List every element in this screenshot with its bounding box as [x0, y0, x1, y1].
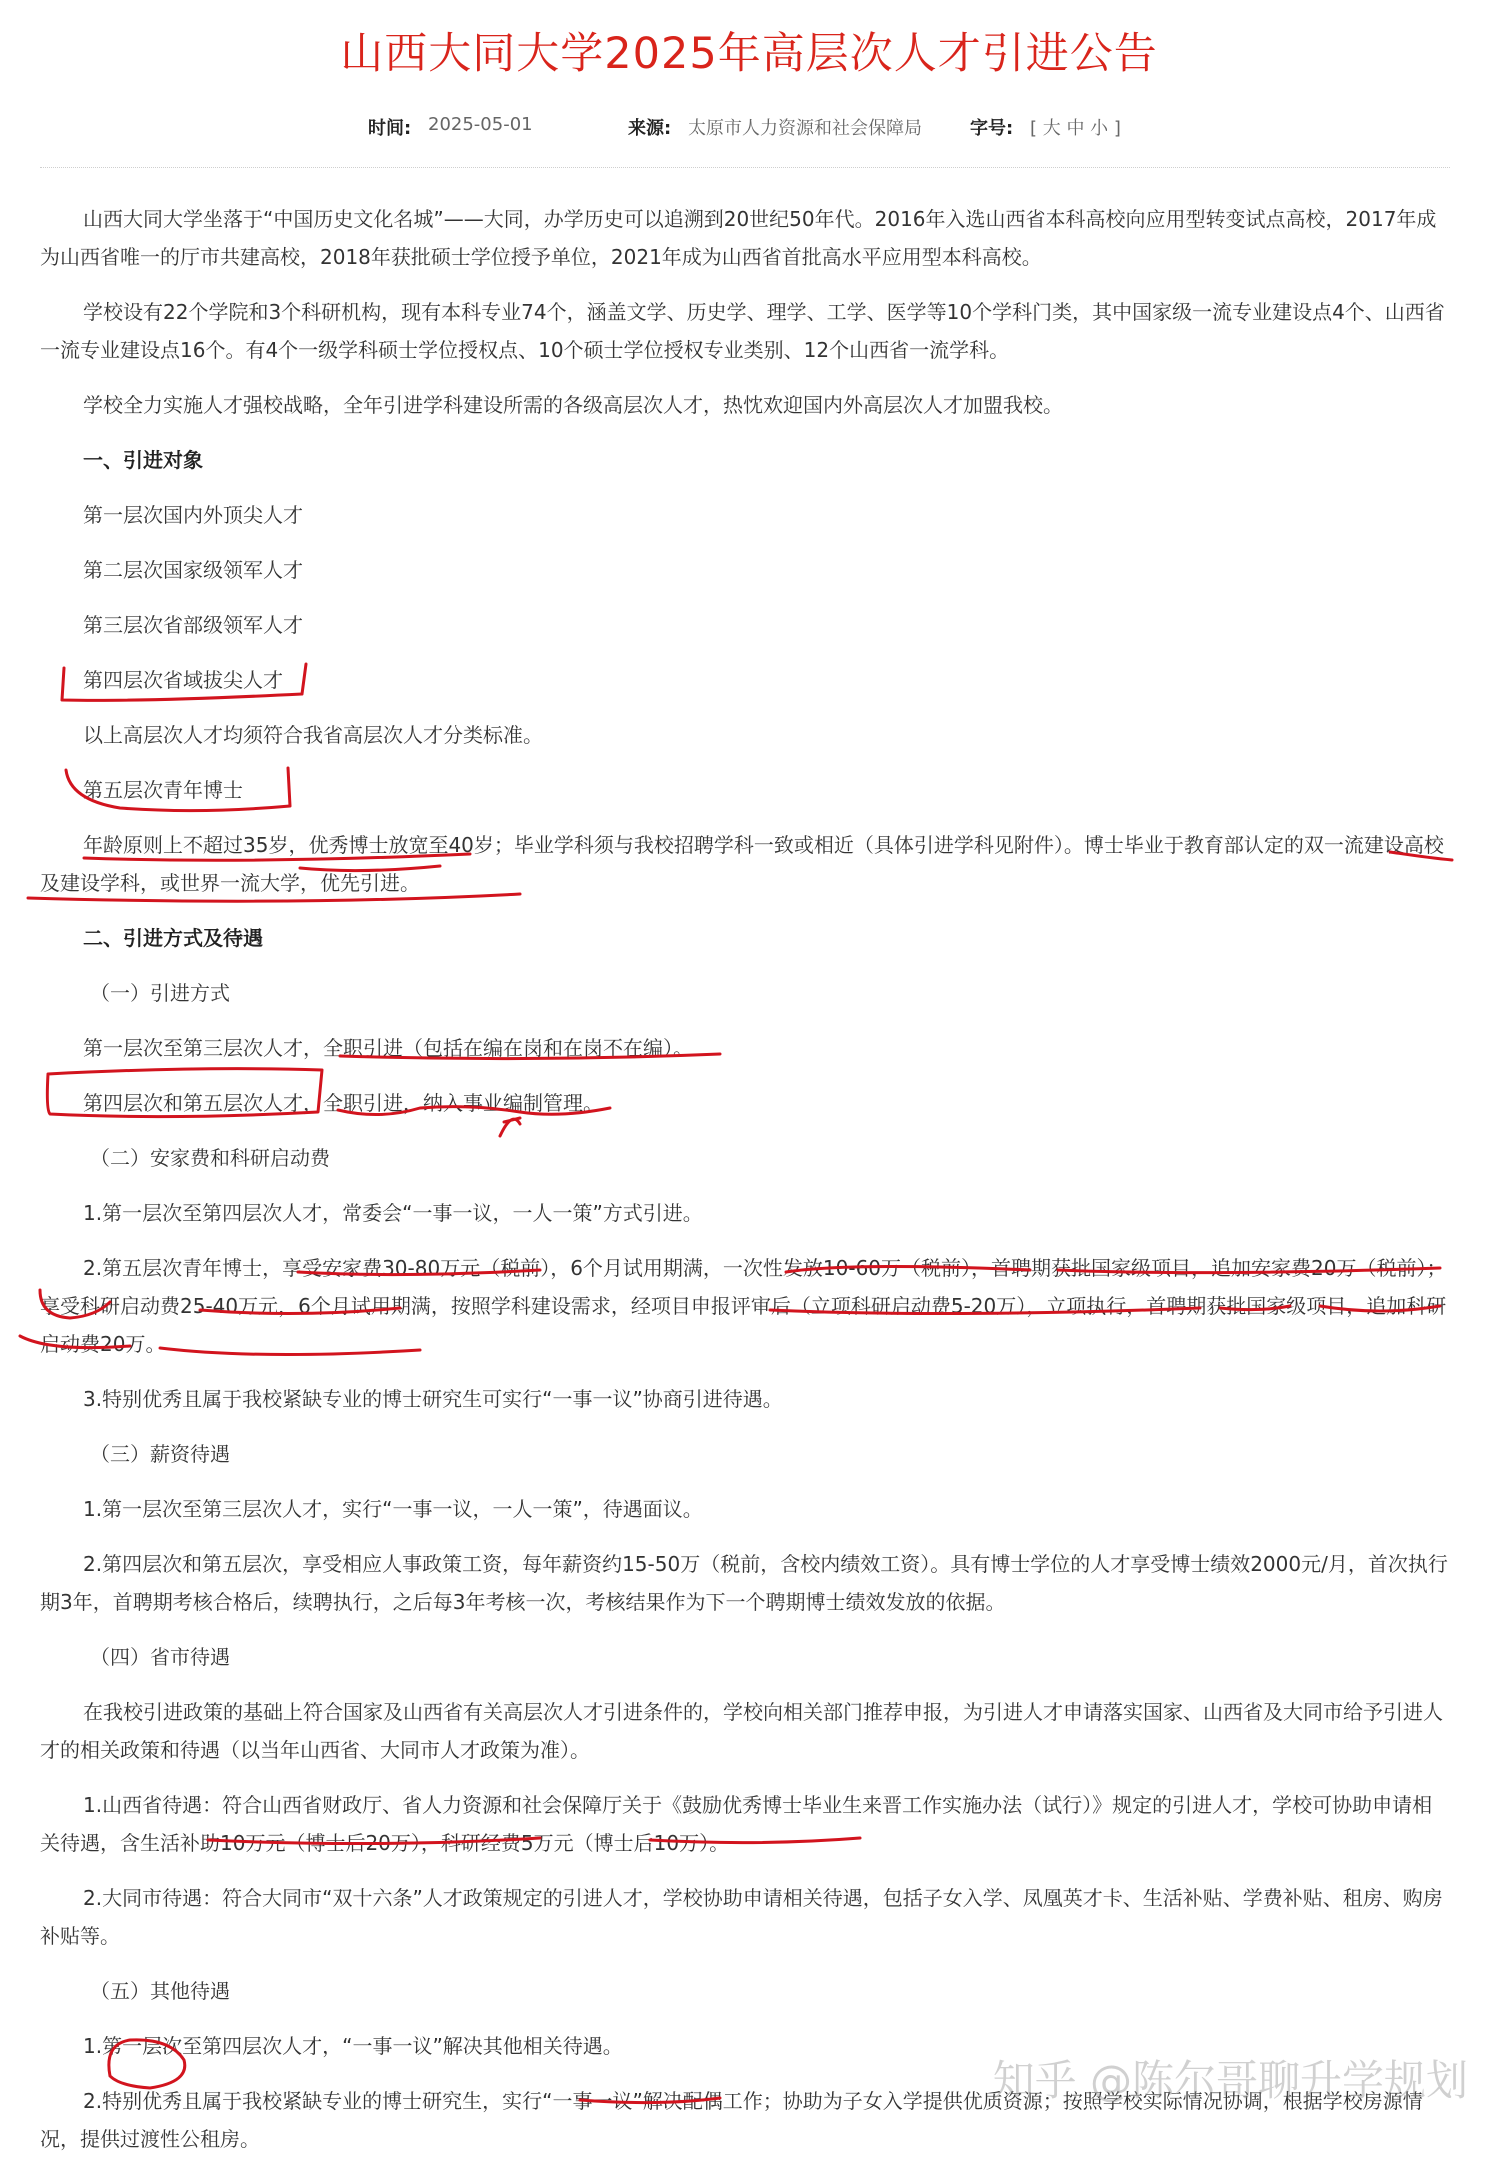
body-paragraph: 在我校引进政策的基础上符合国家及山西省有关高层次人才引进条件的，学校向相关部门推荐申报，为引进人才申请落实国家、山西省及大同市给予引进人才的相关政策和待遇（以当年山西省、大同市人才政策为准）。 — [40, 1700, 1443, 1762]
body-paragraph: 2.第四层次和第五层次，享受相应人事政策工资，每年薪资约15-50万（税前，含校内绩效工资）。具有博士学位的人才享受博士绩效2000元/月，首次执行期3年，首聘期考核合格后，续聘执行，之后每3年考核一次，考核结果作为下一个聘期博士绩效发放的依据。 — [40, 1552, 1448, 1614]
subsection-heading: （二）安家费和科研启动费 — [90, 1146, 330, 1170]
zhihu-watermark: 知乎 @陈尔哥聊升学规划 — [992, 2056, 1468, 2105]
subsection-heading: （三）薪资待遇 — [90, 1442, 230, 1466]
body-paragraph: 学校全力实施人才强校战略，全年引进学科建设所需的各级高层次人才，热忱欢迎国内外高层次人才加盟我校。 — [83, 393, 1063, 417]
font-size-switcher[interactable]: [ 大 中 小 ] — [1030, 118, 1121, 139]
body-paragraph: 第一层次至第三层次人才，全职引进（包括在编在岗和在岗不在编）。 — [83, 1036, 693, 1060]
time-label: 时间: — [368, 118, 412, 139]
body-paragraph: 1.第一层次至第四层次人才，常委会“一事一议，一人一策”方式引进。 — [83, 1201, 703, 1225]
body-paragraph: 1.第一层次至第四层次人才，“一事一议”解决其他相关待遇。 — [83, 2034, 623, 2058]
subsection-heading: （五）其他待遇 — [90, 1979, 230, 2003]
body-paragraph: 1.第一层次至第三层次人才，实行“一事一议，一人一策”，待遇面议。 — [83, 1497, 703, 1521]
body-paragraph: 第五层次青年博士 — [83, 778, 243, 802]
body-paragraph: 第四层次省域拔尖人才 — [83, 668, 283, 692]
body-paragraph: 1.山西省待遇：符合山西省财政厅、省人力资源和社会保障厅关于《鼓励优秀博士毕业生来晋工作实施办法（试行）》规定的引进人才，学校可协助申请相关待遇，含生活补助10万元（博士后20万），科研经费5万元（博士后10万）。 — [40, 1793, 1433, 1855]
section-heading: 二、引进方式及待遇 — [83, 926, 263, 950]
body-paragraph: 2.第五层次青年博士，享受安家费30-80万元（税前），6个月试用期满，一次性发放10-60万（税前），首聘期获批国家级项目，追加安家费20万（税前）；享受科研启动费25-40万元，6个月试用期满，按照学科建设需求，经项目申报评审后（立项科研启动费5-20万），立项执行，首聘期获批国家级项目，追加科研启动费20万。 — [40, 1256, 1447, 1356]
body-paragraph: 第三层次省部级领军人才 — [83, 613, 303, 637]
subsection-heading: （四）省市待遇 — [90, 1645, 230, 1669]
time-value: 2025-05-01 — [428, 114, 533, 135]
article-body — [40, 200, 1452, 2175]
body-paragraph: 第四层次和第五层次人才，全职引进，纳入事业编制管理。 — [83, 1091, 603, 1115]
body-paragraph: 年龄原则上不超过35岁，优秀博士放宽至40岁；毕业学科须与我校招聘学科一致或相近（具体引进学科见附件）。博士毕业于教育部认定的双一流建设高校及建设学科，或世界一流大学，优先引进。 — [40, 833, 1444, 895]
source-value: 太原市人力资源和社会保障局 — [688, 118, 922, 139]
section-heading: 一、引进对象 — [83, 448, 203, 472]
body-paragraph: 学校设有22个学院和3个科研机构，现有本科专业74个，涵盖文学、历史学、理学、工学、医学等10个学科门类，其中国家级一流专业建设点4个、山西省一流专业建设点16个。有4个一级学科硕士学位授权点、10个硕士学位授权专业类别、12个山西省一流学科。 — [40, 300, 1445, 362]
body-paragraph: 3.特别优秀且属于我校紧缺专业的博士研究生可实行“一事一议”协商引进待遇。 — [83, 1387, 783, 1411]
body-paragraph: 以上高层次人才均须符合我省高层次人才分类标准。 — [83, 723, 543, 747]
body-paragraph: 2.特别优秀且属于我校紧缺专业的博士研究生，实行“一事一议”解决配偶工作；协助为子女入学提供优质资源；按照学校实际情况协调，根据学校房源情况，提供过渡性公租房。 — [40, 2089, 1423, 2151]
page-title: 山西大同大学2025年高层次人才引进公告 — [340, 29, 1158, 79]
header-divider — [40, 167, 1450, 168]
subsection-heading: （一）引进方式 — [90, 981, 230, 1005]
body-paragraph: 第一层次国内外顶尖人才 — [83, 503, 303, 527]
source-label: 来源: — [628, 118, 672, 139]
body-paragraph: 第二层次国家级领军人才 — [83, 558, 303, 582]
font-size-label: 字号: — [970, 118, 1014, 139]
body-paragraph: 山西大同大学坐落于“中国历史文化名城”——大同，办学历史可以追溯到20世纪50年代。2016年入选山西省本科高校向应用型转变试点高校，2017年成为山西省唯一的厅市共建高校，2018年获批硕士学位授予单位，2021年成为山西省首批高水平应用型本科高校。 — [40, 207, 1437, 269]
body-paragraph: 2.大同市待遇：符合大同市“双十六条”人才政策规定的引进人才，学校协助申请相关待遇，包括子女入学、凤凰英才卡、生活补贴、学费补贴、租房、购房补贴等。 — [40, 1886, 1443, 1948]
